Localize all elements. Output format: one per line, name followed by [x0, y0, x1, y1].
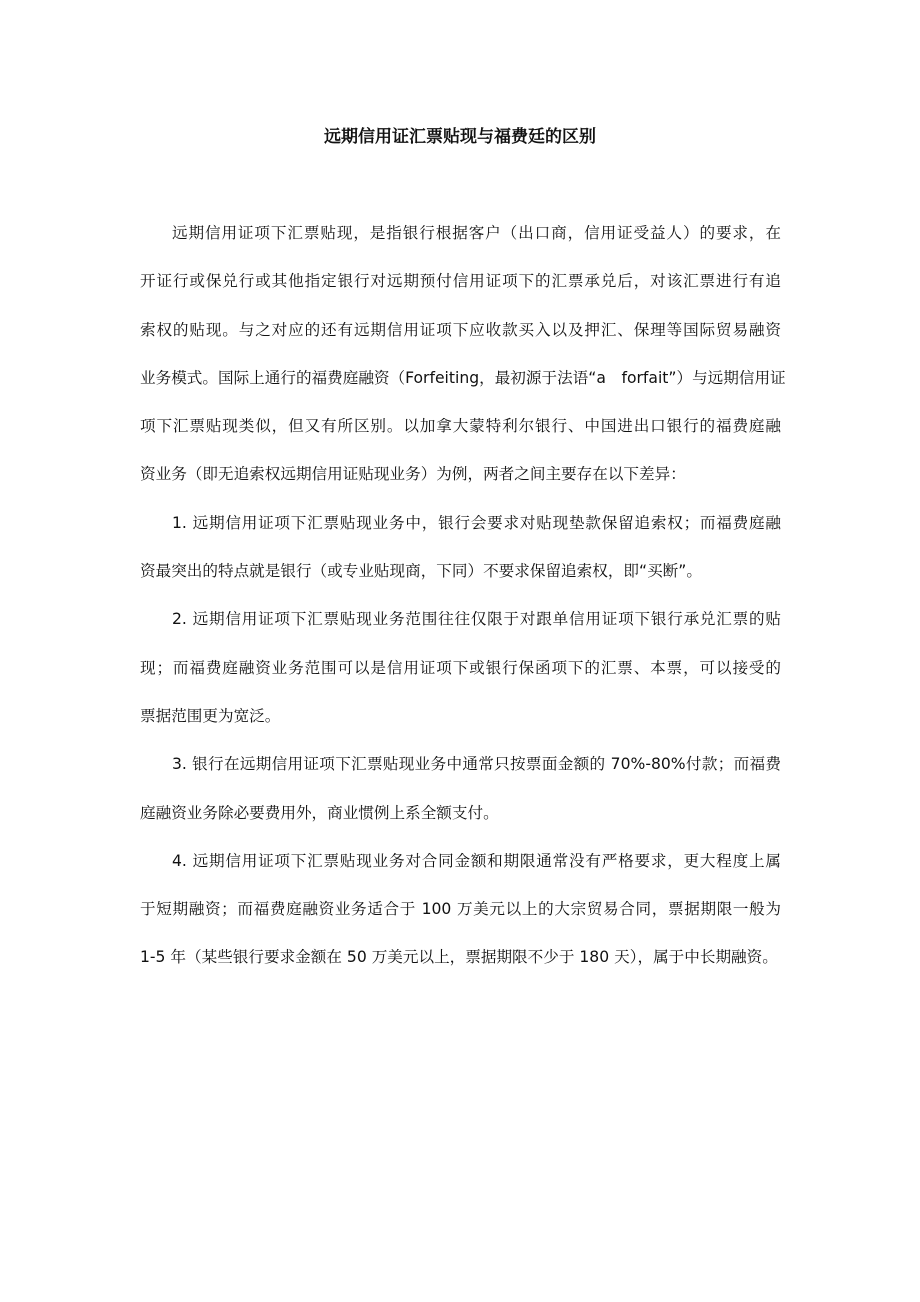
text-line: 2. 远期信用证项下汇票贴现业务范围往往仅限于对跟单信用证项下银行承兑汇票的贴: [172, 610, 781, 629]
text-line: 资业务（即无追索权远期信用证贴现业务）为例，两者之间主要存在以下差异：: [140, 465, 686, 484]
text-line: 资最突出的特点就是银行（或专业贴现商，下同）不要求保留追索权，即“买断”。: [140, 562, 702, 581]
list-item-paragraph: [140, 499, 781, 596]
text-line: 3. 银行在远期信用证项下汇票贴现业务中通常只按票面金额的 70%-80%付款；而福费: [172, 755, 781, 774]
text-line: 开证行或保兑行或其他指定银行对远期预付信用证项下的汇票承兑后，对该汇票进行有追: [140, 272, 781, 291]
text-line: 于短期融资；而福费庭融资业务适合于 100 万美元以上的大宗贸易合同，票据期限一般为: [140, 900, 781, 919]
list-item-paragraph: [140, 837, 781, 982]
text-line: 票据范围更为宽泛。: [140, 706, 281, 725]
text-line: 远期信用证项下汇票贴现，是指银行根据客户（出口商，信用证受益人）的要求，在: [172, 224, 781, 242]
document-body: [140, 209, 786, 982]
list-item-paragraph: [140, 595, 781, 740]
text-line: 庭融资业务除必要费用外，商业惯例上系全额支付。: [140, 803, 499, 822]
text-line: 项下汇票贴现类似，但又有所区别。以加拿大蒙特利尔银行、中国进出口银行的福费庭融: [140, 417, 781, 436]
document-title: 远期信用证汇票贴现与福费廷的区别: [324, 127, 596, 147]
text-line: 1. 远期信用证项下汇票贴现业务中，银行会要求对贴现垫款保留追索权；而福费庭融: [172, 513, 781, 532]
intro-paragraph: [140, 209, 786, 499]
text-line: 业务模式。国际上通行的福费庭融资（Forfeiting，最初源于法语“a forfait”）与远期信用证: [140, 368, 786, 387]
text-line: 现；而福费庭融资业务范围可以是信用证项下或银行保函项下的汇票、本票，可以接受的: [140, 658, 781, 677]
text-line: 4. 远期信用证项下汇票贴现业务对合同金额和期限通常没有严格要求，更大程度上属: [172, 851, 781, 870]
text-line: 索权的贴现。与之对应的还有远期信用证项下应收款买入以及押汇、保理等国际贸易融资: [140, 320, 781, 339]
text-line: 1-5 年（某些银行要求金额在 50 万美元以上，票据期限不少于 180 天），属于中长期融资。: [140, 948, 778, 967]
list-item-paragraph: [140, 740, 781, 837]
